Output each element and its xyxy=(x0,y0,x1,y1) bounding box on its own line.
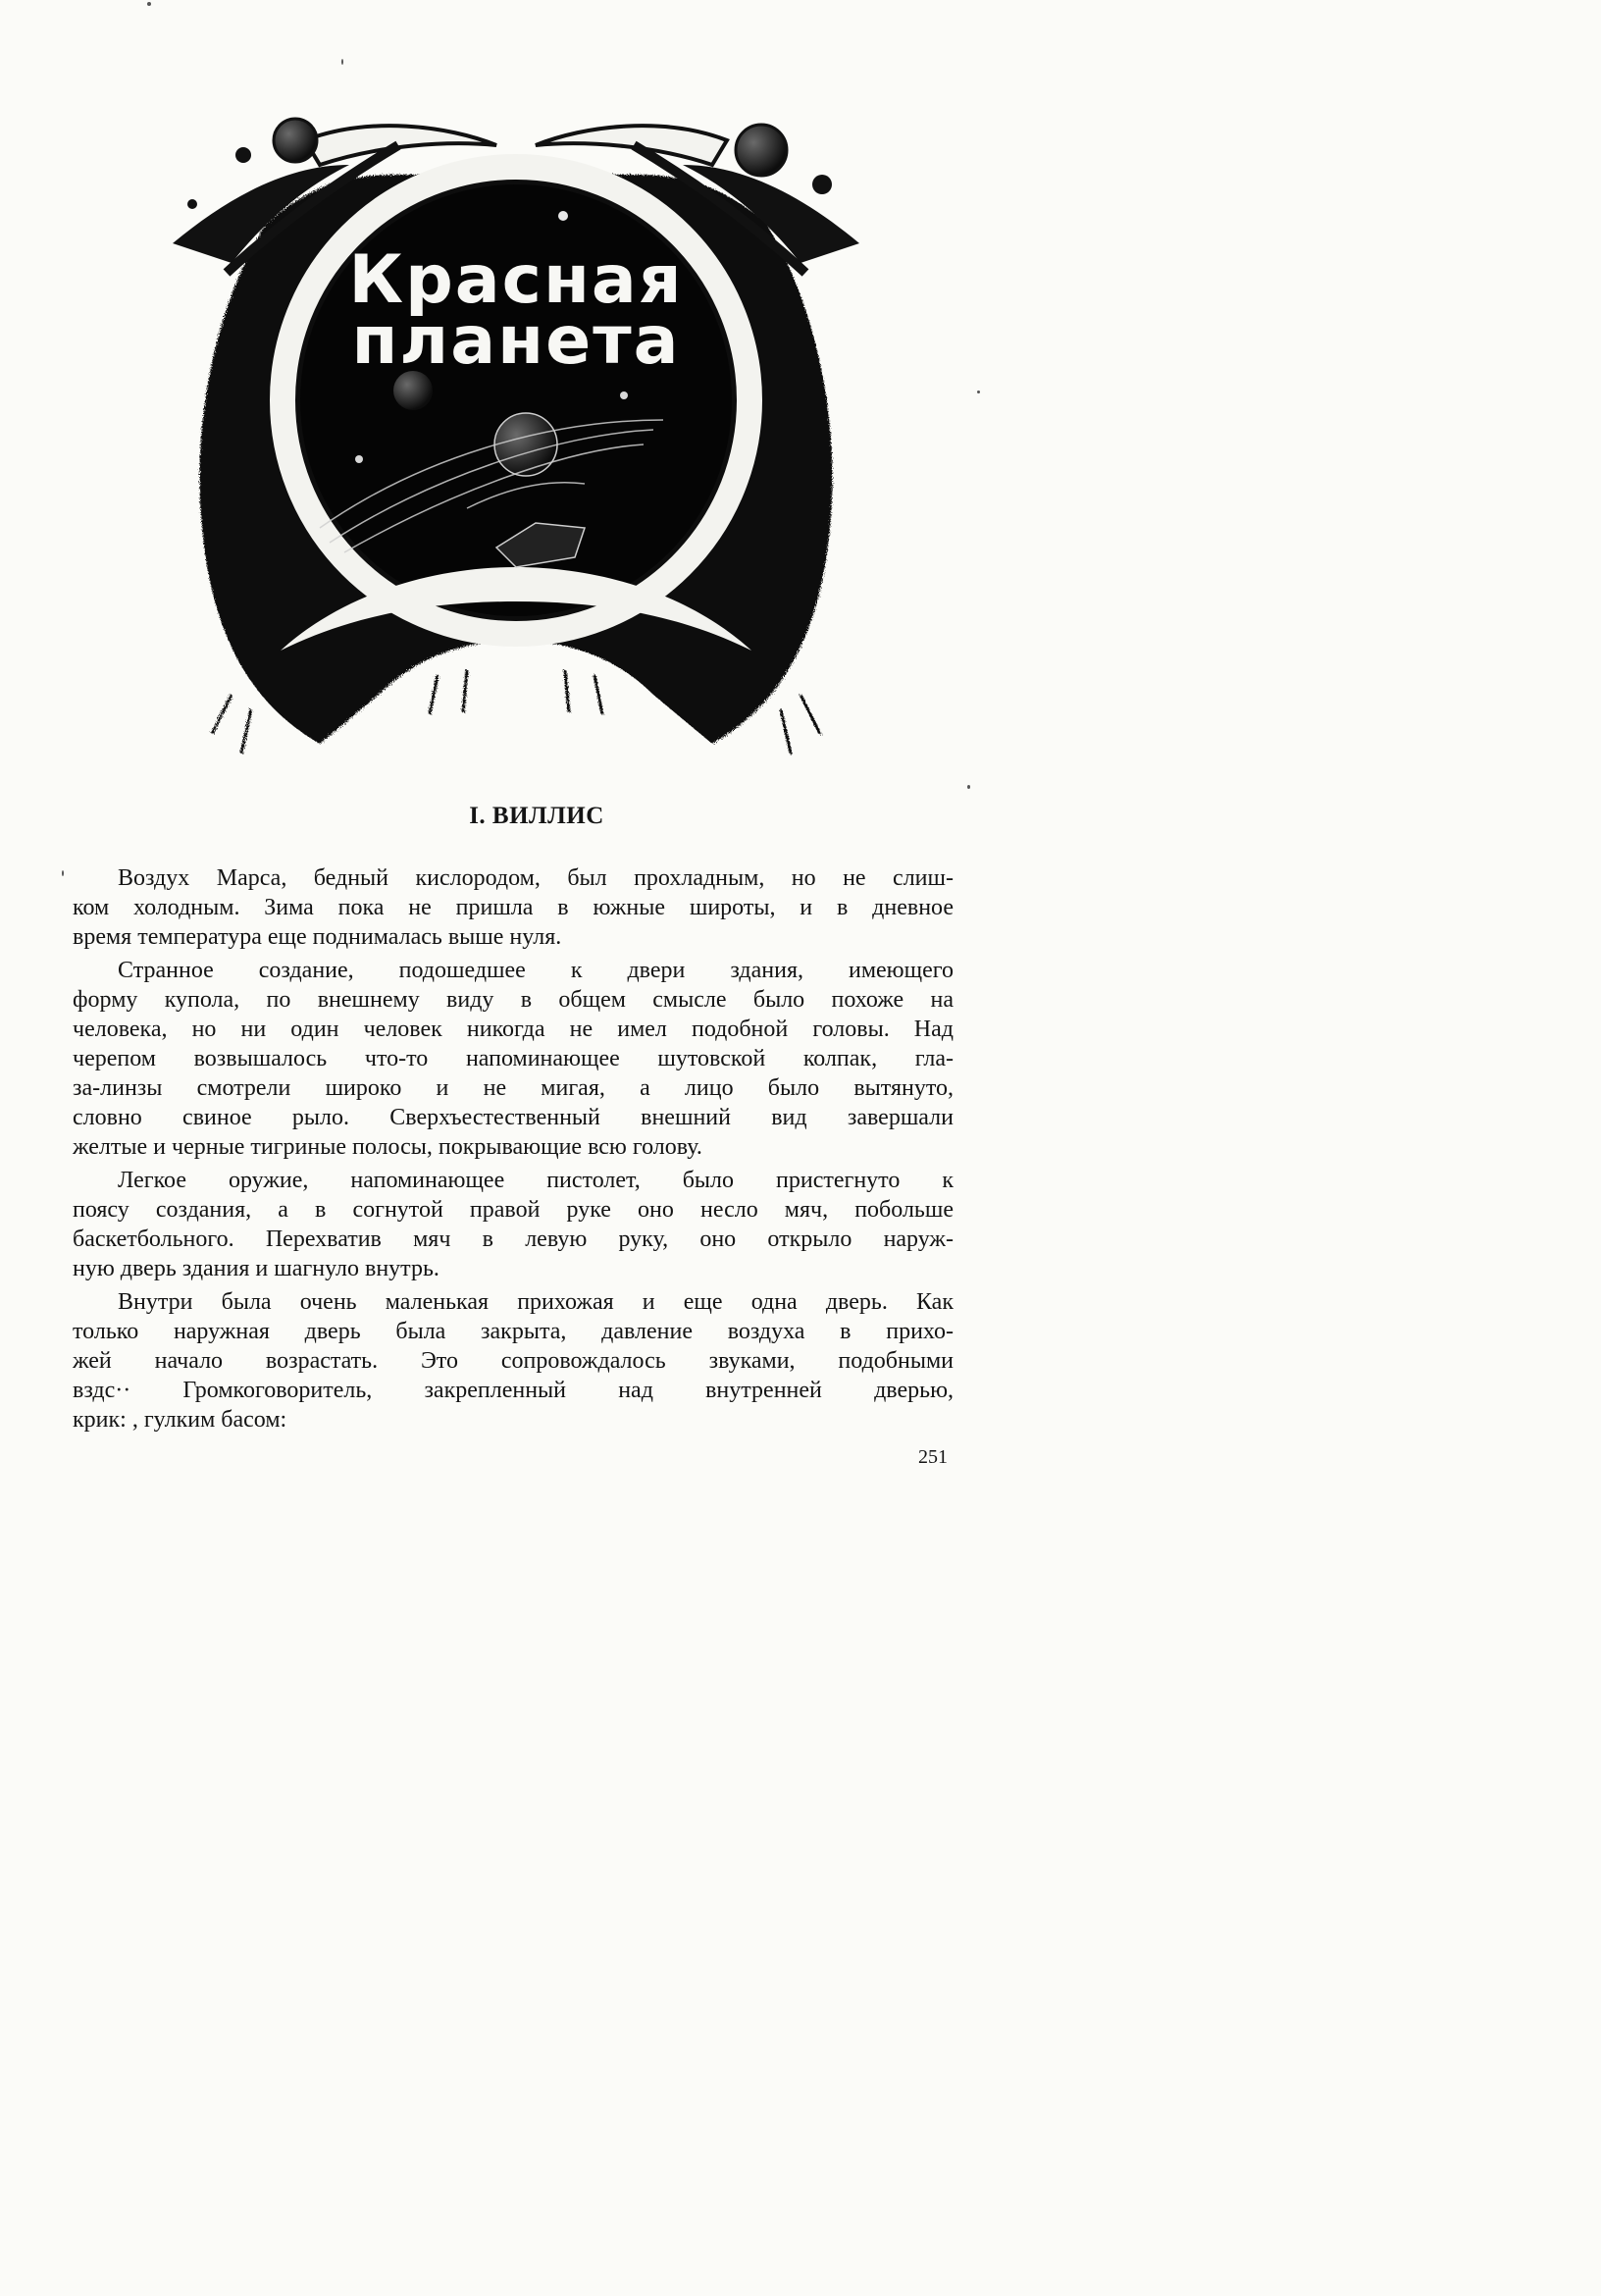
text-line: форму купола, по внешнему виду в общем смысле было похоже на xyxy=(73,987,954,1013)
text-line: ком холодным. Зима пока не пришла в южные широты, и в дневное xyxy=(73,895,954,920)
body-text xyxy=(73,863,954,1435)
small-planet-icon xyxy=(274,119,317,162)
paragraph xyxy=(73,1166,954,1283)
text-line: крик: , гулким басом: xyxy=(73,1407,287,1433)
scan-speck xyxy=(341,59,343,65)
text-line: Внутри была очень маленькая прихожая и еще одна дверь. Как xyxy=(118,1289,954,1315)
text-line: поясу создания, а в согнутой правой руке оно несло мяч, побольше xyxy=(73,1197,954,1223)
paragraph xyxy=(73,956,954,1162)
scan-speck xyxy=(62,870,64,876)
text-line: Легкое оружие, напоминающее пистолет, было пристегнуто к xyxy=(118,1168,954,1193)
text-line: Воздух Марса, бедный кислородом, был прохладным, но не слиш- xyxy=(118,865,954,891)
text-line: время температура еще поднималась выше нуля. xyxy=(73,924,562,950)
planet-icon xyxy=(494,413,557,476)
scan-speck xyxy=(147,2,151,6)
page-number: 251 xyxy=(918,1446,948,1468)
paragraph xyxy=(73,1287,954,1435)
text-line: желтые и черные тигриные полосы, покрывающие всю голову. xyxy=(73,1134,702,1160)
text-line: черепом возвышалось что-то напоминающее шутовской колпак, гла- xyxy=(73,1046,954,1071)
paragraph xyxy=(73,863,954,952)
illustration-title-line2: планета xyxy=(351,302,681,380)
text-line: словно свиное рыло. Сверхъестественный внешний вид завершали xyxy=(73,1105,954,1130)
small-planet-icon xyxy=(736,125,787,176)
chapter-illustration xyxy=(173,106,859,763)
text-line: только наружная дверь была закрыта, давление воздуха в прихо- xyxy=(73,1319,954,1344)
text-line: Странное создание, подошедшее к двери здания, имеющего xyxy=(118,958,954,983)
text-line: ную дверь здания и шагнуло внутрь. xyxy=(73,1256,439,1281)
illustration-title-line1: Красная xyxy=(348,241,684,319)
text-line: за-линзы смотрели широко и не мигая, а лицо было вытянуто, xyxy=(73,1075,954,1101)
red-planet-emblem xyxy=(173,106,859,763)
scan-speck xyxy=(967,785,970,789)
text-line: человека, но ни один человек никогда не имел подобной головы. Над xyxy=(73,1017,954,1042)
chapter-heading: I. ВИЛЛИС xyxy=(469,803,604,829)
text-line: вздс·· Громкоговоритель, закрепленный над внутренней дверью, xyxy=(73,1378,954,1403)
scan-speck xyxy=(977,391,980,393)
text-line: жей начало возрастать. Это сопровождалось звуками, подобными xyxy=(73,1348,954,1374)
text-line: баскетбольного. Перехватив мяч в левую руку, оно открыло наруж- xyxy=(73,1226,954,1252)
